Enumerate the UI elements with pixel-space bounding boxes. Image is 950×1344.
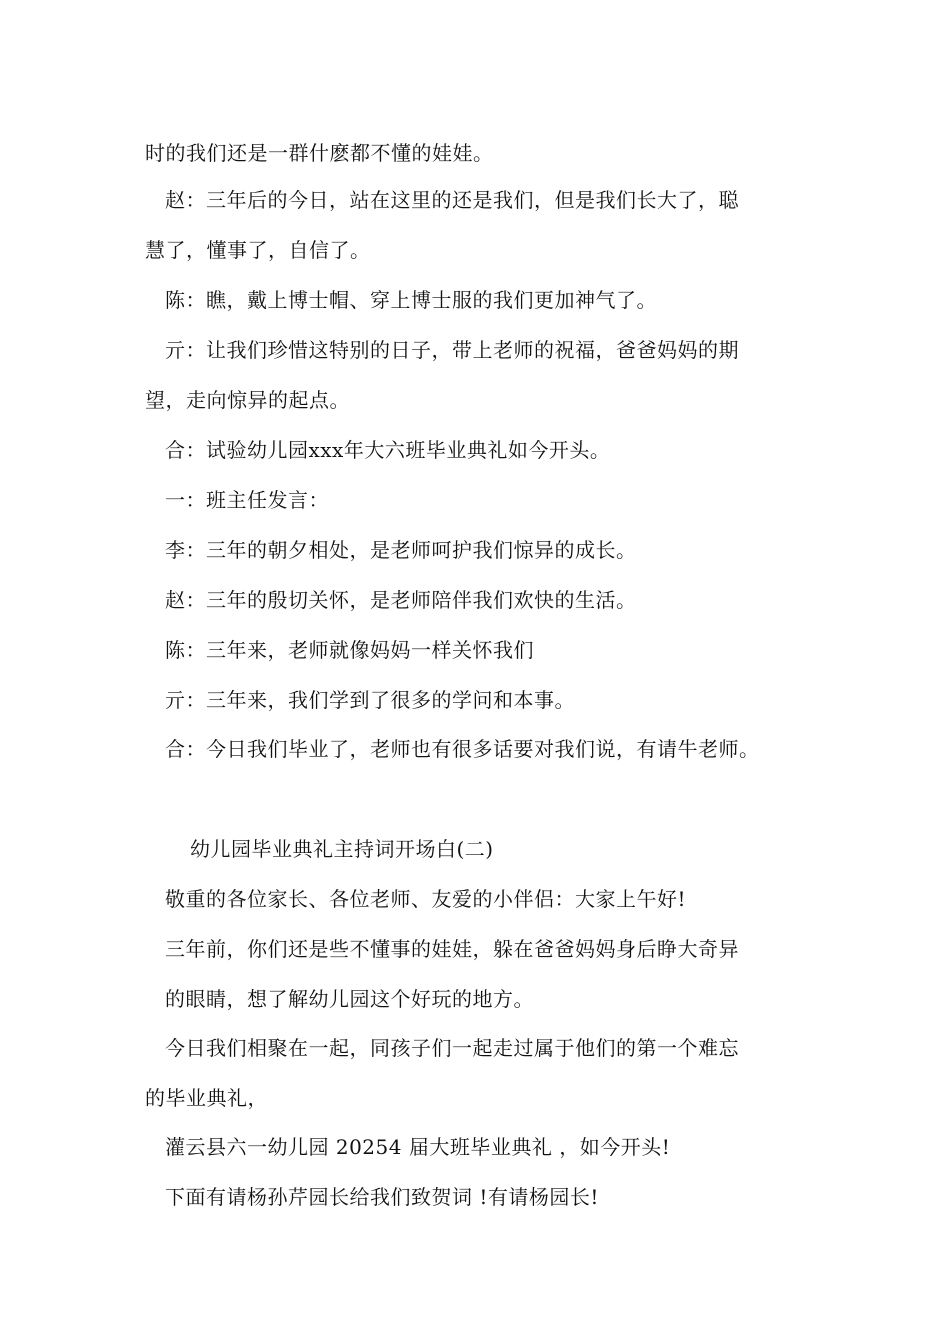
text-line: 敬重的各位家长、各位老师、友爱的小伴侣：大家上午好! [165,887,687,911]
text-line: 的眼睛，想了解幼儿园这个好玩的地方。 [165,987,534,1011]
text-line: 三年前，你们还是些不懂事的娃娃，躲在爸爸妈妈身后睁大奇异 [165,937,739,961]
text-line: 下面有请杨孙芹园长给我们致贺词 !有请杨园长! [165,1185,599,1209]
text-line: 慧了，懂事了，自信了。 [145,238,371,262]
text-line: 的毕业典礼， [145,1086,268,1110]
text-line: 时的我们还是一群什麽都不懂的娃娃。 [145,141,494,165]
text-line: 亓：三年来，我们学到了很多的学问和本事。 [165,688,575,712]
text-line: 赵：三年的殷切关怀，是老师陪伴我们欢快的生活。 [165,588,637,612]
section-heading: 幼儿园毕业典礼主持词开场白(二) [190,837,494,861]
text-line: 灌云县六一幼儿园 20254 届大班毕业典礼 ，如今开头! [165,1135,671,1159]
text-line: 李：三年的朝夕相处，是老师呵护我们惊异的成长。 [165,538,637,562]
text-line: 赵：三年后的今日，站在这里的还是我们，但是我们长大了，聪 [165,188,739,212]
text-line: 陈：三年来，老师就像妈妈一样关怀我们 [165,638,534,662]
text-line: 今日我们相聚在一起，同孩子们一起走过属于他们的第一个难忘 [165,1036,739,1060]
text-line: 一：班主任发言： [165,488,329,512]
text-line: 合：试验幼儿园xxx年大六班毕业典礼如今开头。 [165,438,611,462]
text-line: 合：今日我们毕业了，老师也有很多话要对我们说，有请牛老师。 [165,737,760,761]
text-line: 望，走向惊异的起点。 [145,388,350,412]
text-line: 陈：瞧，戴上博士帽、穿上博士服的我们更加神气了。 [165,288,657,312]
text-line: 亓：让我们珍惜这特别的日子，带上老师的祝福，爸爸妈妈的期 [165,338,739,362]
